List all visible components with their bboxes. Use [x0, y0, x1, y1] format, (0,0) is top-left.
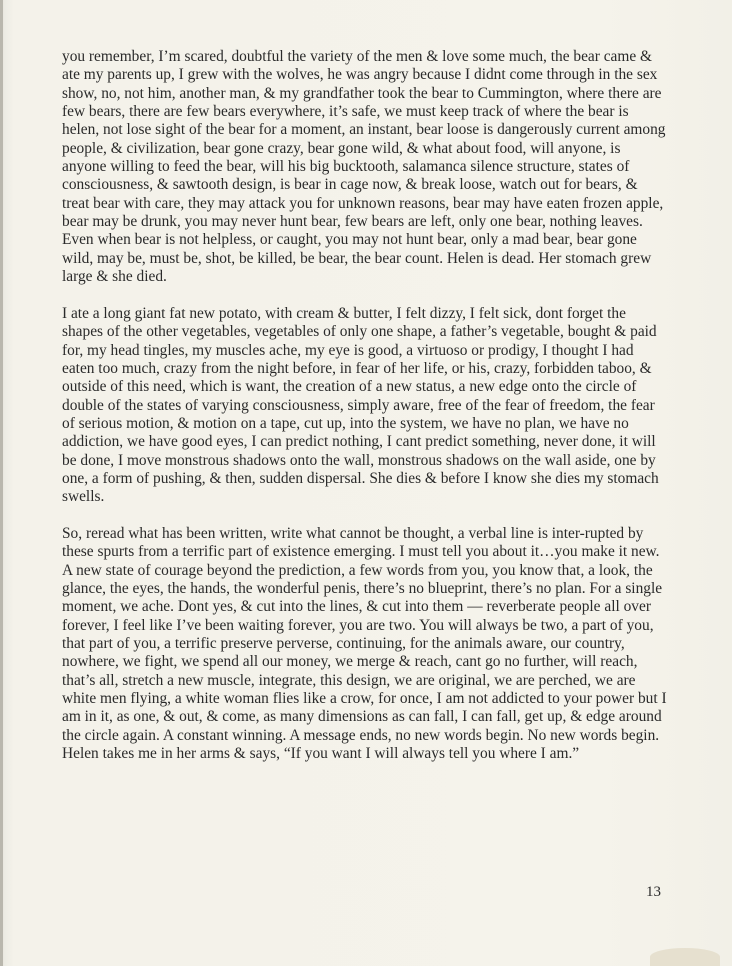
page-number: 13: [646, 884, 661, 900]
paragraph-3: So, reread what has been written, write what cannot be thought, a verbal line is inter-rupted by these spurts from a terrific part of existence emerging. I must tell you about it…you make it new. A new state of courage beyond the prediction, a few words from you, you know that, a look, the glance, the eyes, the hands, the wonderful penis, there’s no blueprint, there’s no plan. For a single moment, we ache. Dont yes, & cut into the lines, & cut into them — reverberate people all over forever, I feel like I’ve been waiting forever, you are two. You will always be two, a part of you, that part of you, a terrific preserve perverse, continuing, for the animals aware, our country, nowhere, we fight, we spend all our money, we merge & reach, cant go no further, will reach, that’s all, stretch a new muscle, integrate, this design, we are original, we are perched, we are white men flying, a white woman flies like a crow, for once, I am not addicted to your power but I am in it, as one, & out, & come, as many dimensions as can fall, I can fall, get up, & edge around the circle again. A constant winning. A message ends, no new words begin. No new words begin. Helen takes me in her arms & says, “If you want I will always tell you where I am.”: [62, 525, 667, 763]
paragraph-2: I ate a long giant fat new potato, with cream & butter, I felt dizzy, I felt sick, dont forget the shapes of the other vegetables, vegetables of only one shape, a father’s vegetable, bought & paid for, my head tingles, my muscles ache, my eye is good, a virtuoso or prodigy, I thought I had eaten too much, crazy from the night before, in fear of her life, or his, crazy, forbidden taboo, & outside of this need, which is want, the creation of a new status, a new edge onto the circle of double of the states of varying consciousness, simply aware, free of the fear of freedom, the fear of serious motion, & motion on a tape, cut up, into the system, we have no plan, we have no addiction, we have good eyes, I can predict nothing, I cant predict something, never done, it will be done, I move monstrous shadows onto the wall, monstrous shadows on the wall aside, one by one, a form of pushing, & then, sudden dispersal. She dies & before I know she dies my stomach swells.: [62, 304, 659, 506]
binding-edge: [0, 0, 3, 966]
body-text: [62, 48, 667, 782]
paper-stain: [650, 948, 720, 966]
paragraph-1: you remember, I’m scared, doubtful the variety of the men & love some much, the bear came & ate my parents up, I grew with the wolves, he was angry because I didnt come through in the sex show, no, not him, another man, & my grandfather took the bear to Cummington, where there are few bears, there are few bears everywhere, it’s safe, we must keep track of where the bear is helen, not lose sight of the bear for a moment, an instant, bear loose is dangerously current among people, & civilization, bear gone crazy, bear gone wild, & what about food, will anyone, is anyone willing to feed the bear, will his big bucktooth, salamanca silence structure, states of consciousness, & sawtooth design, is bear in cage now, & break loose, watch out for bears, & treat bear with care, they may attack you for unknown reasons, bear may have eaten frozen apple, bear may be drunk, you may never hunt bear, few bears are left, only one bear, nothing leaves. Even when bear is not helpless, or caught, you may not hunt bear, only a mad bear, bear gone wild, may be, must be, shot, be killed, be bear, the bear count. Helen is dead. Her stomach grew large & she died.: [62, 48, 666, 286]
